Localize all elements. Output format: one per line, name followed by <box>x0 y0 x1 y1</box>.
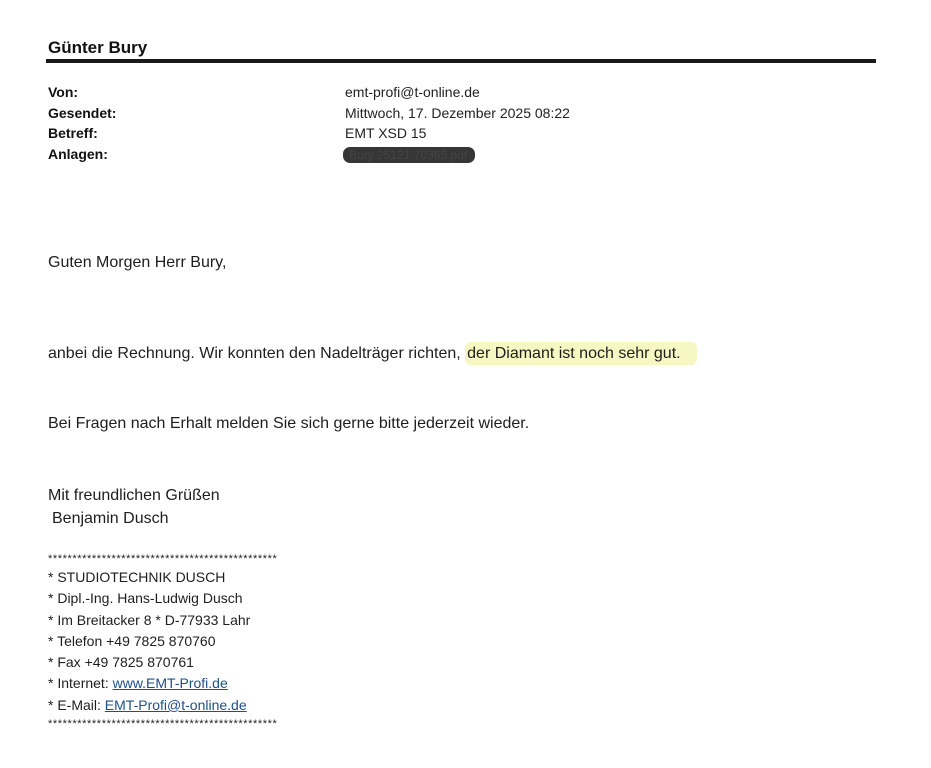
sent-value: Mittwoch, 17. Dezember 2025 08:22 <box>345 104 570 121</box>
from-value: emt-profi@t-online.de <box>345 84 480 100</box>
footer-fax: * Fax +49 7825 870761 <box>48 654 194 671</box>
meta-row-from <box>48 82 570 103</box>
internet-label: * Internet: <box>48 675 113 692</box>
highlighted-text: der Diamant ist noch sehr gut. <box>465 342 696 365</box>
signer-name: Benjamin Dusch <box>52 510 169 527</box>
footer-person: * Dipl.-Ing. Hans-Ludwig Dusch <box>48 590 243 607</box>
subject-label: Betreff: <box>48 125 98 141</box>
paragraph-invoice <box>48 345 697 363</box>
footer-border-bottom: *********************************************** <box>48 718 278 731</box>
footer-border-top: *********************************************** <box>48 553 278 565</box>
attachments-label: Anlagen: <box>48 145 108 162</box>
paragraph-questions: Bei Fragen nach Erhalt melden Sie sich gerne bitte jederzeit wieder. <box>48 415 530 432</box>
meta-row-sent <box>48 103 570 124</box>
website-link[interactable]: www.EMT-Profi.de <box>112 675 228 692</box>
attachment-filename: Bury 25121 70365.pdf <box>349 147 468 162</box>
company-footer <box>48 551 277 732</box>
signature-block <box>48 484 220 530</box>
email-metadata <box>48 82 570 164</box>
sent-label: Gesendet: <box>48 104 117 121</box>
footer-phone: * Telefon +49 7825 870760 <box>48 632 216 649</box>
footer-company: * STUDIOTECHNIK DUSCH <box>48 569 226 585</box>
closing-line: Mit freundlichen Grüßen <box>48 487 220 504</box>
paragraph-invoice-text: anbei die Rechnung. Wir konnten den Nadelträger richten, <box>48 345 466 362</box>
redacted-attachment <box>345 144 471 165</box>
subject-value: EMT XSD 15 <box>345 125 427 141</box>
header-divider <box>46 59 876 63</box>
footer-address: * Im Breitacker 8 * D-77933 Lahr <box>48 611 251 628</box>
email-link[interactable]: EMT-Profi@t-online.de <box>104 696 247 713</box>
meta-row-attachments <box>48 144 570 165</box>
footer-internet <box>48 673 277 694</box>
email-label: * E-Mail: <box>48 696 105 713</box>
sender-name-heading: Günter Bury <box>48 38 148 57</box>
greeting: Guten Morgen Herr Bury, <box>48 254 227 271</box>
meta-row-subject <box>48 123 570 144</box>
from-label: Von: <box>48 84 79 100</box>
footer-email <box>48 695 277 716</box>
